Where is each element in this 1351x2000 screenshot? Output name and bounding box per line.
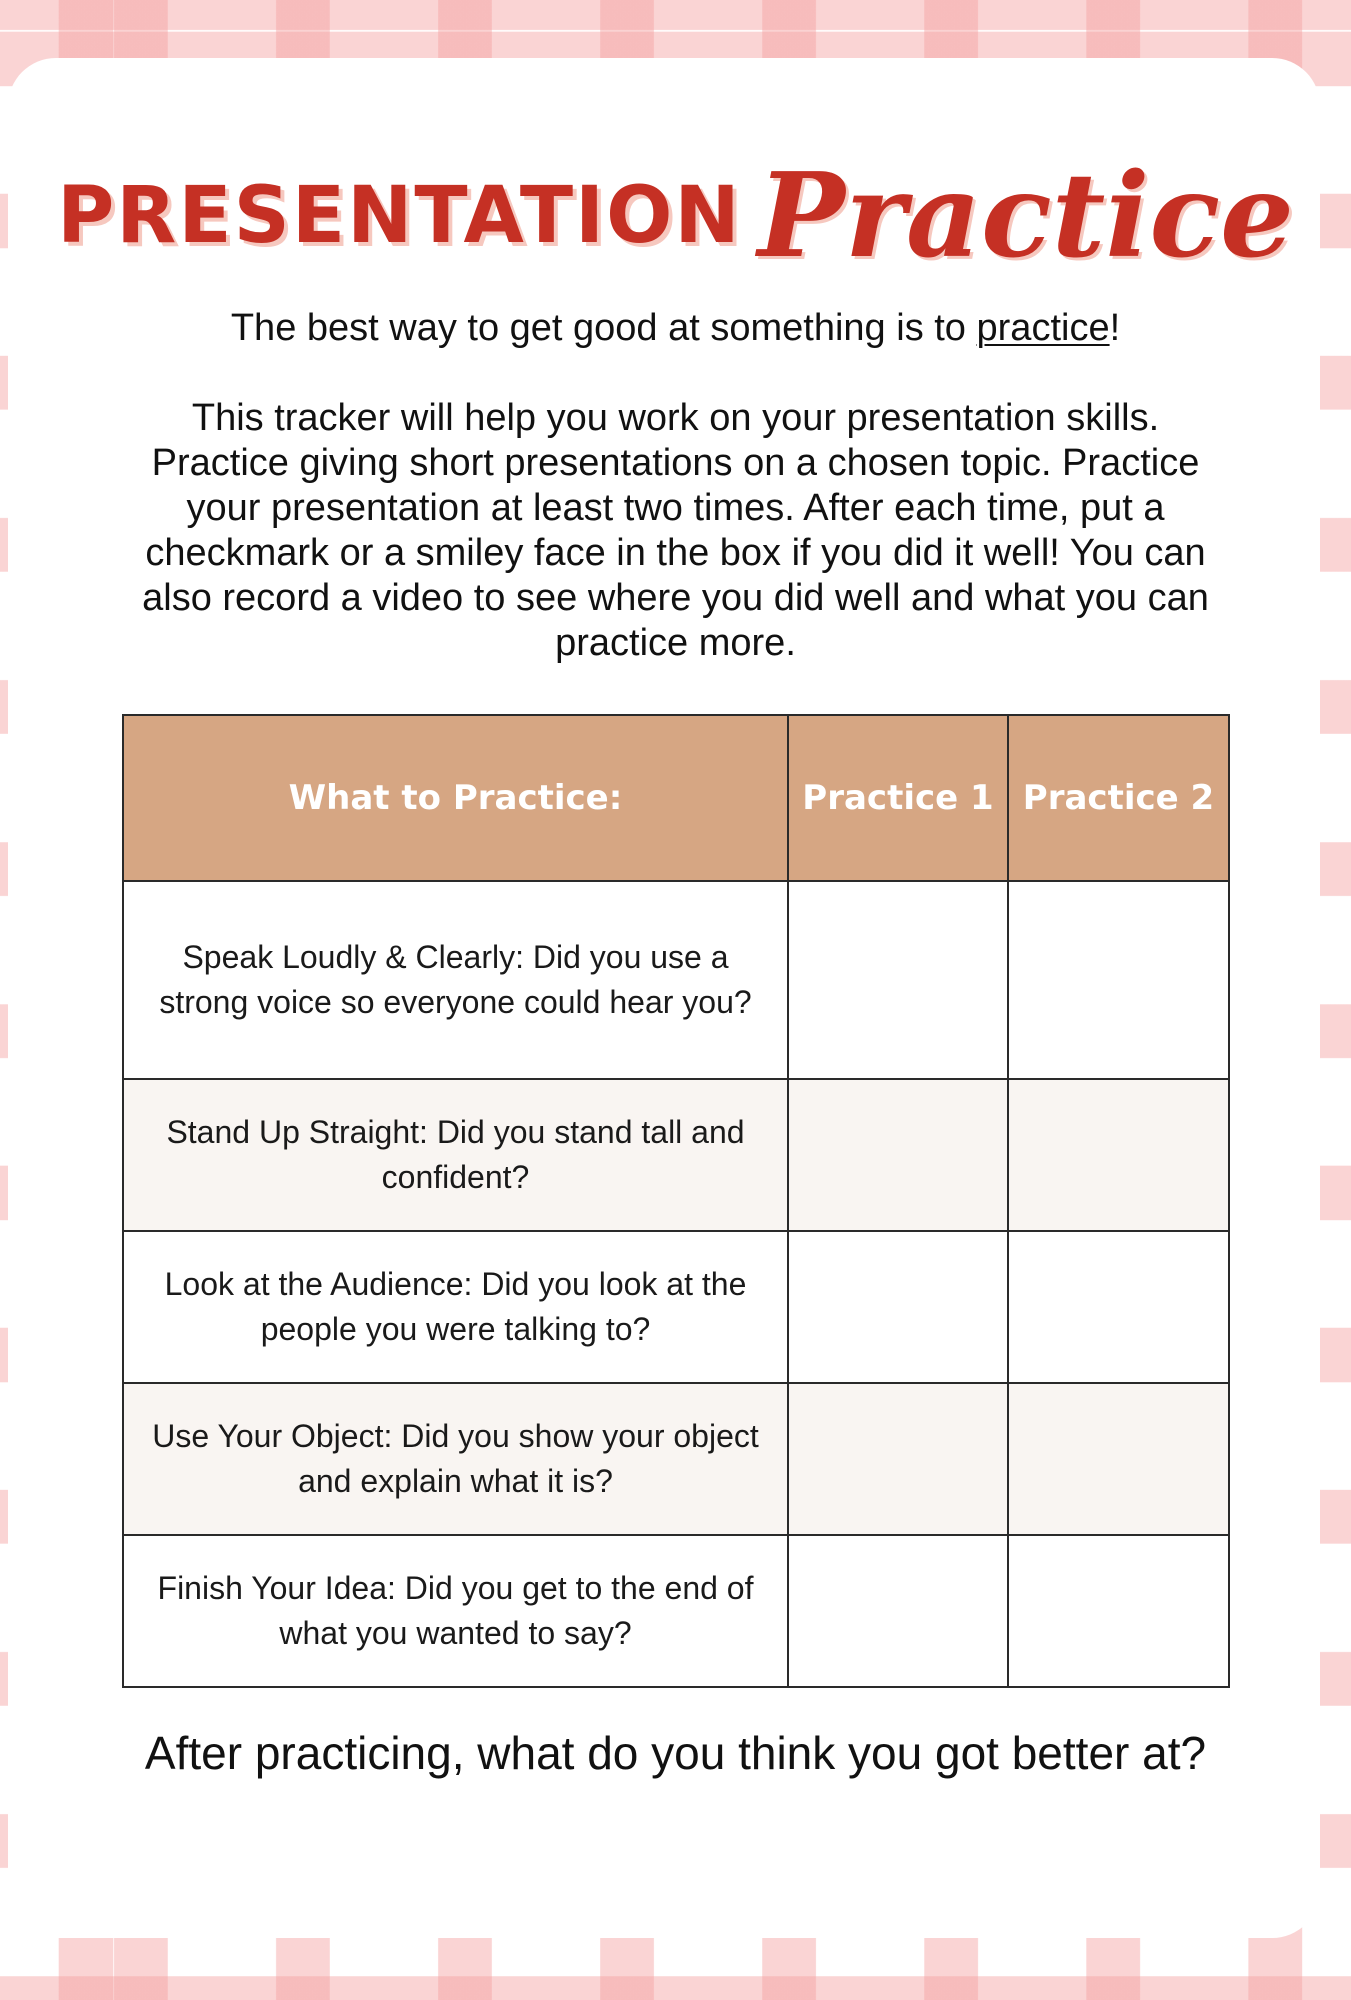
- table-row: [123, 1535, 1229, 1687]
- header-practice-1: Practice 1: [788, 715, 1008, 881]
- intro-instructions: This tracker will help you work on your presentation skills. Practice giving short presentations on a chosen topic. Practice your presentation at least two times. After each time, put a checkmark or a smiley face in the box if you did it well! You can also record a video to see where you did well and what you can practice more.: [142, 397, 1209, 664]
- intro-lead-line: The best way to get good at something is to practice!: [230, 307, 1121, 349]
- table-header-row: [123, 715, 1229, 881]
- practice-2-checkbox-cell[interactable]: [1008, 881, 1229, 1079]
- practice-1-checkbox-cell[interactable]: [788, 881, 1008, 1079]
- practice-tracker-table: [122, 714, 1230, 1688]
- table-row: [123, 1079, 1229, 1231]
- reflection-question: After practicing, what do you think you got better at?: [144, 1727, 1207, 1779]
- practice-emphasis: practice: [976, 307, 1110, 349]
- skill-cell: Use Your Object: Did you show your object and explain what it is?: [123, 1383, 788, 1535]
- table-row: [123, 1231, 1229, 1383]
- practice-1-checkbox-cell[interactable]: [788, 1535, 1008, 1687]
- skill-cell: Look at the Audience: Did you look at the people you were talking to?: [123, 1231, 788, 1383]
- practice-2-checkbox-cell[interactable]: [1008, 1231, 1229, 1383]
- title-script-word: Practice: [757, 148, 1294, 284]
- intro-text: [120, 306, 1231, 666]
- practice-2-checkbox-cell[interactable]: [1008, 1079, 1229, 1231]
- title-main-word: PRESENTATION: [57, 171, 742, 261]
- practice-1-checkbox-cell[interactable]: [788, 1231, 1008, 1383]
- skill-cell: Speak Loudly & Clearly: Did you use a strong voice so everyone could hear you?: [123, 881, 788, 1079]
- skill-cell: Finish Your Idea: Did you get to the end of what you wanted to say?: [123, 1535, 788, 1687]
- practice-1-checkbox-cell[interactable]: [788, 1383, 1008, 1535]
- page-title: [0, 148, 1351, 284]
- table-row: [123, 881, 1229, 1079]
- practice-2-checkbox-cell[interactable]: [1008, 1383, 1229, 1535]
- practice-1-checkbox-cell[interactable]: [788, 1079, 1008, 1231]
- practice-2-checkbox-cell[interactable]: [1008, 1535, 1229, 1687]
- table-row: [123, 1383, 1229, 1535]
- skill-cell: Stand Up Straight: Did you stand tall and confident?: [123, 1079, 788, 1231]
- header-practice-2: Practice 2: [1008, 715, 1229, 881]
- header-what-to-practice: What to Practice:: [123, 715, 788, 881]
